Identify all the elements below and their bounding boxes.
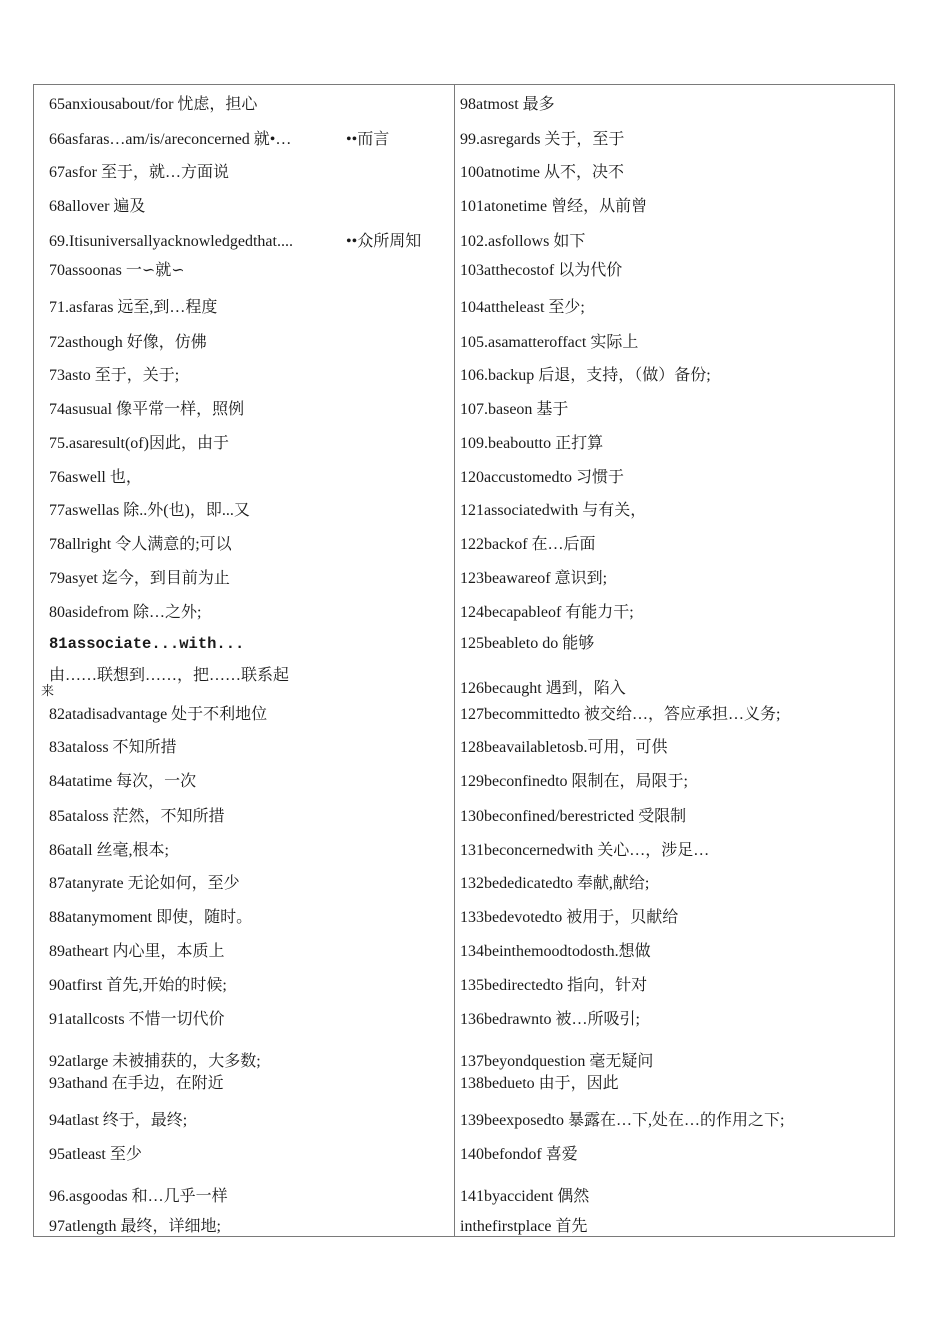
entry-right-132: 132bededicatedto 奉献,献给; <box>460 875 650 892</box>
entry-right-121: 121associatedwith 与有关， <box>460 502 647 519</box>
entry-right-103: 103atthecostof 以为代价 <box>460 262 623 279</box>
entry-left-89: 89atheart 内心里，本质上 <box>49 943 225 960</box>
entry-right-123: 123beawareof 意识到; <box>460 570 608 587</box>
entry-right-127: 127becommittedto 被交给…，答应承担…义务; <box>460 706 781 723</box>
entry-left-80: 80asidefrom 除…之外; <box>49 604 202 621</box>
entry-right-99: 99.asregards 关于，至于 <box>460 131 625 148</box>
entry-right-140: 140befondof 喜爱 <box>460 1146 578 1163</box>
entry-right-134: 134beinthemoodtodosth.想做 <box>460 943 651 960</box>
entry-left-85: 85ataloss 茫然，不知所措 <box>49 808 225 825</box>
entry-right-124: 124becapableof 有能力干; <box>460 604 634 621</box>
entry-left-66: 66asfaras…am/is/areconcerned 就•… <box>49 131 292 148</box>
entry-right-136: 136bedrawnto 被…所吸引; <box>460 1011 640 1028</box>
entry-left-94: 94atlast 终于，最终; <box>49 1112 188 1129</box>
entry-right-122: 122backof 在…后面 <box>460 536 596 553</box>
entry-left-76: 76aswell 也， <box>49 469 142 486</box>
entry-right-125: 125beableto do 能够 <box>460 635 595 652</box>
entry-right-109: 109.beaboutto 正打算 <box>460 435 604 452</box>
entry-left-83: 83ataloss 不知所措 <box>49 739 177 756</box>
entry-left-81-meaning: 由……联想到……，把……联系起 <box>49 667 290 684</box>
entry-left-81: 81associate...with... <box>49 635 245 653</box>
entry-right-128: 128beavailabletosb.可用，可供 <box>460 739 668 756</box>
entry-left-86: 86atall 丝毫,根本; <box>49 842 169 859</box>
entry-right-138: 138bedueto 由于，因此 <box>460 1075 619 1092</box>
entry-right-137: 137beyondquestion 毫无疑问 <box>460 1053 654 1070</box>
entry-left-84: 84atatime 每次，一次 <box>49 773 197 790</box>
entry-right-104: 104attheleast 至少; <box>460 299 585 316</box>
entry-left-91: 91atallcosts 不惜一切代价 <box>49 1011 225 1028</box>
entry-left-92: 92atlarge 未被捕获的，大多数; <box>49 1053 261 1070</box>
entry-right-131: 131beconcernedwith 关心…，涉足… <box>460 842 710 859</box>
entry-right-129: 129beconfinedto 限制在，局限于; <box>460 773 688 790</box>
entry-left-81-meaning-cont: 来 <box>41 683 55 698</box>
entry-right-106: 106.backup 后退，支持，（做）备份; <box>460 367 711 384</box>
entry-left-95: 95atleast 至少 <box>49 1146 142 1163</box>
entry-right-98: 98atmost 最多 <box>460 96 555 113</box>
entry-left-88: 88atanymoment 即使，随时。 <box>49 909 253 926</box>
entry-right-139: 139beexposedto 暴露在…下,处在…的作用之下; <box>460 1112 785 1129</box>
entry-left-96: 96.asgoodas 和…几乎一样 <box>49 1188 228 1205</box>
vocabulary-table <box>33 84 895 1237</box>
entry-right-105: 105.asamatteroffact 实际上 <box>460 334 639 351</box>
entry-left-70: 70assoonas 一∽就∽ <box>49 262 185 279</box>
entry-left-68: 68allover 遍及 <box>49 198 146 215</box>
entry-left-66-tail: ••而言 <box>346 131 390 148</box>
entry-left-69: 69.Itisuniversallyacknowledgedthat.... <box>49 233 293 250</box>
entry-left-72: 72asthough 好像，仿佛 <box>49 334 207 351</box>
entry-left-79: 79asyet 迄今，到目前为止 <box>49 570 230 587</box>
entry-right-102: 102.asfollows 如下 <box>460 233 586 250</box>
entry-right-101: 101atonetime 曾经，从前曾 <box>460 198 648 215</box>
entry-right-141: 141byaccident 偶然 <box>460 1188 590 1205</box>
entry-left-73: 73asto 至于，关于; <box>49 367 180 384</box>
entry-right-135: 135bedirectedto 指向，针对 <box>460 977 648 994</box>
entry-left-67: 67asfor 至于，就…方面说 <box>49 164 229 181</box>
entry-right-126: 126becaught 遇到，陷入 <box>460 680 626 697</box>
entry-right-130: 130beconfined/berestricted 受限制 <box>460 808 687 825</box>
entry-left-78: 78allright 令人满意的;可以 <box>49 536 232 553</box>
entry-left-74: 74asusual 像平常一样，照例 <box>49 401 245 418</box>
entry-right-120: 120accustomedto 习惯于 <box>460 469 624 486</box>
column-divider <box>454 85 455 1236</box>
entry-left-93: 93athand 在手边，在附近 <box>49 1075 224 1092</box>
entry-left-87: 87atanyrate 无论如何，至少 <box>49 875 240 892</box>
entry-right-100: 100atnotime 从不，决不 <box>460 164 624 181</box>
entry-right-133: 133bedevotedto 被用于，贝献给 <box>460 909 679 926</box>
entry-left-82: 82atadisadvantage 处于不利地位 <box>49 706 268 723</box>
entry-left-90: 90atfirst 首先,开始的时候; <box>49 977 227 994</box>
entry-left-65: 65anxiousabout/for 忧虑，担心 <box>49 96 258 113</box>
entry-right-first-place: inthefirstplace 首先 <box>460 1218 588 1235</box>
entry-left-75: 75.asaresult(of)因此，由于 <box>49 435 229 452</box>
entry-right-107: 107.baseon 基于 <box>460 401 569 418</box>
entry-left-77: 77aswellas 除..外(也)，即...又 <box>49 502 250 519</box>
entry-left-97: 97atlength 最终，详细地; <box>49 1218 221 1235</box>
entry-left-69-tail: ••众所周知 <box>346 233 422 250</box>
entry-left-71: 71.asfaras 远至,到…程度 <box>49 299 218 316</box>
